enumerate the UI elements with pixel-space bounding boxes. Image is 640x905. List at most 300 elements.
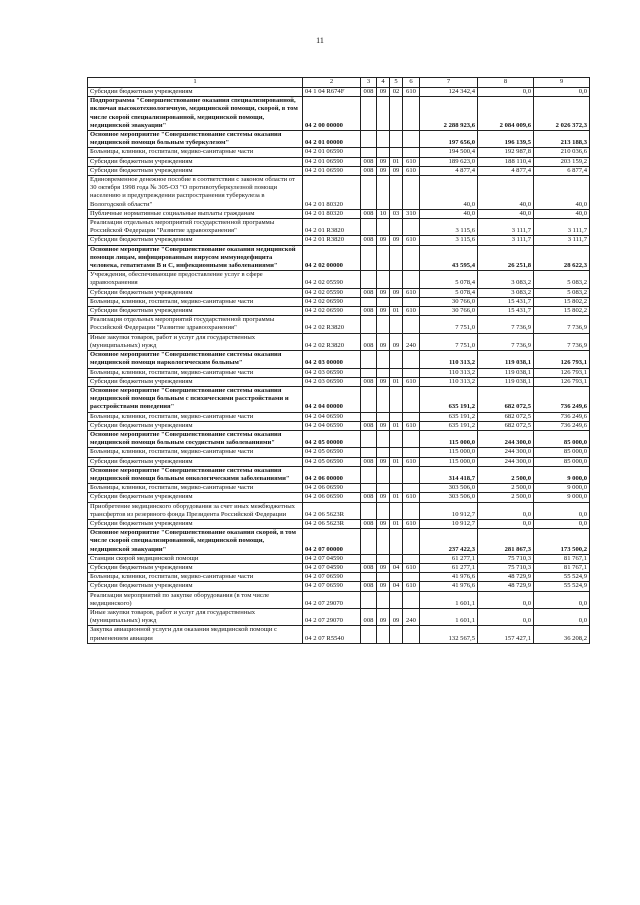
row-value-2020-cell: 2 084 009,6 — [478, 97, 534, 131]
row-rz-cell: 09 — [377, 519, 390, 528]
row-pr-cell — [390, 573, 403, 582]
row-code-cell: 04 2 06 06590 — [303, 493, 361, 502]
row-name-cell: Субсидии бюджетным учреждениям — [88, 88, 303, 97]
row-pr-cell — [390, 412, 403, 421]
row-value-2021-cell: 9 000,0 — [534, 484, 590, 493]
row-rz-cell: 09 — [377, 157, 390, 166]
budget-table — [87, 77, 590, 644]
row-name-cell: Больницы, клиники, госпитали, медико-санитарные части — [88, 148, 303, 157]
row-value-2019-cell: 41 976,6 — [420, 573, 478, 582]
row-vr-cell — [403, 351, 420, 368]
row-name-cell: Основное мероприятие "Совершенствование оказания скорой, в том числе скорой специализированной, медицинской помощи, медицинской эвакуации" — [88, 529, 303, 555]
header-cell: 1 — [88, 78, 303, 88]
row-value-2020-cell: 0,0 — [478, 591, 534, 608]
row-ved-cell: 008 — [361, 421, 377, 430]
row-value-2020-cell: 196 139,5 — [478, 131, 534, 148]
row-value-2020-cell: 0,0 — [478, 608, 534, 625]
row-ved-cell — [361, 271, 377, 288]
row-vr-cell: 610 — [403, 493, 420, 502]
row-rz-cell: 09 — [377, 333, 390, 350]
row-code-cell: 04 2 02 R3820 — [303, 316, 361, 333]
row-value-2020-cell: 682 072,5 — [478, 386, 534, 412]
row-name-cell: Субсидии бюджетным учреждениям — [88, 563, 303, 572]
header-cell: 8 — [478, 78, 534, 88]
row-code-cell: 04 2 02 R3820 — [303, 333, 361, 350]
row-value-2019-cell: 115 000,0 — [420, 430, 478, 447]
row-value-2021-cell: 7 736,9 — [534, 316, 590, 333]
row-vr-cell — [403, 176, 420, 210]
row-code-cell: 04 2 05 06590 — [303, 457, 361, 466]
row-value-2021-cell: 126 793,1 — [534, 351, 590, 368]
row-code-cell: 04 2 07 06590 — [303, 573, 361, 582]
row-value-2021-cell: 3 111,7 — [534, 236, 590, 245]
row-pr-cell — [390, 219, 403, 236]
row-ved-cell: 008 — [361, 236, 377, 245]
row-vr-cell — [403, 573, 420, 582]
page-number: 11 — [316, 36, 324, 45]
table-row — [88, 351, 590, 368]
row-pr-cell: 04 — [390, 582, 403, 591]
row-ved-cell: 008 — [361, 377, 377, 386]
row-name-cell: Подпрограмма "Совершенствование оказания специализированной, включая высокотехнологичную, медицинской помощи, скорой, в том числе скорой специализированной, медицинской помощи, медицинской эвакуации" — [88, 97, 303, 131]
row-value-2019-cell: 110 313,2 — [420, 368, 478, 377]
row-code-cell: 04 2 01 80320 — [303, 176, 361, 210]
table-row — [88, 176, 590, 210]
row-ved-cell — [361, 412, 377, 421]
table-row — [88, 457, 590, 466]
row-value-2019-cell: 303 506,0 — [420, 493, 478, 502]
row-vr-cell — [403, 316, 420, 333]
row-ved-cell — [361, 176, 377, 210]
row-rz-cell — [377, 502, 390, 519]
row-value-2019-cell: 314 418,7 — [420, 466, 478, 483]
row-pr-cell: 01 — [390, 377, 403, 386]
row-value-2021-cell: 5 083,2 — [534, 288, 590, 297]
row-value-2021-cell: 0,0 — [534, 519, 590, 528]
table-row — [88, 245, 590, 271]
row-code-cell: 04 2 01 06590 — [303, 157, 361, 166]
row-pr-cell — [390, 368, 403, 377]
row-pr-cell: 09 — [390, 608, 403, 625]
row-code-cell: 04 2 01 06590 — [303, 148, 361, 157]
row-pr-cell: 01 — [390, 421, 403, 430]
row-value-2019-cell: 124 342,4 — [420, 88, 478, 97]
row-value-2021-cell: 6 877,4 — [534, 166, 590, 175]
row-value-2019-cell: 1 601,1 — [420, 608, 478, 625]
row-code-cell: 04 2 02 05590 — [303, 271, 361, 288]
row-code-cell: 04 2 01 06590 — [303, 166, 361, 175]
table-row — [88, 97, 590, 131]
row-pr-cell — [390, 430, 403, 447]
row-value-2019-cell: 41 976,6 — [420, 582, 478, 591]
row-pr-cell — [390, 529, 403, 555]
row-value-2019-cell: 303 506,0 — [420, 484, 478, 493]
row-pr-cell — [390, 176, 403, 210]
row-rz-cell: 10 — [377, 209, 390, 218]
row-value-2020-cell: 2 500,0 — [478, 484, 534, 493]
row-ved-cell: 008 — [361, 88, 377, 97]
row-pr-cell: 03 — [390, 209, 403, 218]
row-ved-cell — [361, 484, 377, 493]
table-row — [88, 466, 590, 483]
row-pr-cell: 09 — [390, 166, 403, 175]
row-rz-cell: 09 — [377, 582, 390, 591]
row-vr-cell — [403, 297, 420, 306]
row-vr-cell — [403, 484, 420, 493]
row-vr-cell: 240 — [403, 608, 420, 625]
header-cell: 5 — [390, 78, 403, 88]
table-row — [88, 608, 590, 625]
row-value-2021-cell: 85 000,0 — [534, 448, 590, 457]
row-name-cell: Субсидии бюджетным учреждениям — [88, 288, 303, 297]
row-rz-cell — [377, 245, 390, 271]
row-rz-cell — [377, 219, 390, 236]
row-value-2021-cell: 3 111,7 — [534, 219, 590, 236]
row-rz-cell — [377, 271, 390, 288]
row-vr-cell — [403, 271, 420, 288]
row-ved-cell — [361, 316, 377, 333]
row-ved-cell — [361, 131, 377, 148]
row-value-2020-cell: 4 877,4 — [478, 166, 534, 175]
row-value-2021-cell: 7 736,9 — [534, 333, 590, 350]
row-name-cell: Субсидии бюджетным учреждениям — [88, 493, 303, 502]
row-ved-cell — [361, 573, 377, 582]
row-value-2020-cell: 244 300,0 — [478, 430, 534, 447]
row-pr-cell: 09 — [390, 236, 403, 245]
row-rz-cell — [377, 573, 390, 582]
row-value-2019-cell: 5 078,4 — [420, 271, 478, 288]
row-value-2021-cell: 5 083,2 — [534, 271, 590, 288]
row-code-cell: 04 2 03 06590 — [303, 368, 361, 377]
row-ved-cell: 008 — [361, 209, 377, 218]
row-ved-cell: 008 — [361, 307, 377, 316]
row-name-cell: Больницы, клиники, госпитали, медико-санитарные части — [88, 412, 303, 421]
row-value-2020-cell: 15 431,7 — [478, 307, 534, 316]
row-value-2021-cell: 126 793,1 — [534, 377, 590, 386]
row-rz-cell — [377, 591, 390, 608]
row-name-cell: Единовременное денежное пособие в соответствии с законом области от 30 октября 1998 года № 305-ОЗ "О противотуберкулезной помощи населению и предупреждении распространения туберкулеза в Вологодской области" — [88, 176, 303, 210]
row-vr-cell — [403, 502, 420, 519]
row-value-2019-cell: 189 623,0 — [420, 157, 478, 166]
row-value-2019-cell: 635 191,2 — [420, 421, 478, 430]
row-value-2020-cell: 0,0 — [478, 88, 534, 97]
row-rz-cell — [377, 448, 390, 457]
row-value-2021-cell: 0,0 — [534, 502, 590, 519]
row-rz-cell: 09 — [377, 307, 390, 316]
row-value-2019-cell: 237 422,3 — [420, 529, 478, 555]
row-name-cell: Основное мероприятие "Совершенствование системы оказания медицинской помощи наркологическим больным" — [88, 351, 303, 368]
row-name-cell: Основное мероприятие "Совершенствование оказания медицинской помощи лицам, инфицированным вирусом иммунодефицита человека, гепатитами В и С, инфекционными заболеваниями" — [88, 245, 303, 271]
row-rz-cell — [377, 176, 390, 210]
row-name-cell: Реализация отдельных мероприятий государственной программы Российской Федерации "Развитие здравоохранения" — [88, 219, 303, 236]
row-value-2021-cell: 28 622,3 — [534, 245, 590, 271]
row-value-2019-cell: 61 277,1 — [420, 563, 478, 572]
row-vr-cell: 610 — [403, 582, 420, 591]
row-value-2019-cell: 7 751,0 — [420, 316, 478, 333]
row-value-2020-cell: 3 111,7 — [478, 219, 534, 236]
row-value-2019-cell: 132 567,5 — [420, 626, 478, 643]
row-rz-cell — [377, 351, 390, 368]
row-code-cell: 04 2 07 00000 — [303, 529, 361, 555]
row-name-cell: Станции скорой медицинской помощи — [88, 554, 303, 563]
row-value-2019-cell: 4 877,4 — [420, 166, 478, 175]
row-rz-cell — [377, 97, 390, 131]
table-row — [88, 148, 590, 157]
row-vr-cell — [403, 148, 420, 157]
row-vr-cell: 610 — [403, 236, 420, 245]
row-code-cell: 04 2 01 R3820 — [303, 236, 361, 245]
row-vr-cell: 610 — [403, 421, 420, 430]
row-value-2020-cell: 40,0 — [478, 176, 534, 210]
row-vr-cell: 610 — [403, 288, 420, 297]
row-code-cell: 04 2 07 R5540 — [303, 626, 361, 643]
row-value-2019-cell: 40,0 — [420, 209, 478, 218]
row-rz-cell — [377, 626, 390, 643]
row-name-cell: Реализация отдельных мероприятий государственной программы Российской Федерации "Развитие здравоохранения" — [88, 316, 303, 333]
row-ved-cell — [361, 351, 377, 368]
row-value-2020-cell: 7 736,9 — [478, 333, 534, 350]
row-rz-cell — [377, 148, 390, 157]
row-vr-cell — [403, 97, 420, 131]
row-value-2019-cell: 61 277,1 — [420, 554, 478, 563]
row-value-2021-cell: 736 249,6 — [534, 412, 590, 421]
row-rz-cell: 09 — [377, 457, 390, 466]
row-value-2019-cell: 3 115,6 — [420, 219, 478, 236]
row-name-cell: Публичные нормативные социальные выплаты гражданам — [88, 209, 303, 218]
row-ved-cell: 008 — [361, 563, 377, 572]
row-code-cell: 04 2 04 00000 — [303, 386, 361, 412]
row-value-2021-cell: 81 767,1 — [534, 554, 590, 563]
row-pr-cell — [390, 131, 403, 148]
row-vr-cell — [403, 386, 420, 412]
table-row — [88, 288, 590, 297]
row-value-2019-cell: 43 595,4 — [420, 245, 478, 271]
row-rz-cell — [377, 386, 390, 412]
row-name-cell: Больницы, клиники, госпитали, медико-санитарные части — [88, 573, 303, 582]
row-value-2020-cell: 157 427,1 — [478, 626, 534, 643]
row-vr-cell: 240 — [403, 333, 420, 350]
table-row — [88, 484, 590, 493]
row-value-2020-cell: 26 251,8 — [478, 245, 534, 271]
row-rz-cell — [377, 554, 390, 563]
row-code-cell: 04 2 07 04590 — [303, 563, 361, 572]
table-row — [88, 297, 590, 306]
table-row — [88, 493, 590, 502]
row-pr-cell — [390, 386, 403, 412]
row-value-2021-cell: 15 802,2 — [534, 307, 590, 316]
row-ved-cell — [361, 368, 377, 377]
row-value-2021-cell: 203 159,2 — [534, 157, 590, 166]
row-value-2019-cell: 10 912,7 — [420, 502, 478, 519]
row-vr-cell — [403, 591, 420, 608]
header-cell: 2 — [303, 78, 361, 88]
row-ved-cell — [361, 554, 377, 563]
row-pr-cell — [390, 626, 403, 643]
table-row — [88, 316, 590, 333]
row-vr-cell — [403, 529, 420, 555]
row-value-2021-cell: 213 188,3 — [534, 131, 590, 148]
table-row — [88, 563, 590, 572]
row-value-2020-cell: 244 300,0 — [478, 457, 534, 466]
row-name-cell: Больницы, клиники, госпитали, медико-санитарные части — [88, 297, 303, 306]
row-ved-cell — [361, 219, 377, 236]
table-row — [88, 519, 590, 528]
row-name-cell: Субсидии бюджетным учреждениям — [88, 457, 303, 466]
row-name-cell: Приобретение медицинского оборудования за счет иных межбюджетных трансфертов из резервного фонда Президента Российской Федерации — [88, 502, 303, 519]
table-row — [88, 88, 590, 97]
row-vr-cell — [403, 626, 420, 643]
row-value-2020-cell: 244 300,0 — [478, 448, 534, 457]
row-code-cell: 04 2 02 06590 — [303, 307, 361, 316]
row-rz-cell: 09 — [377, 88, 390, 97]
row-value-2020-cell: 188 110,4 — [478, 157, 534, 166]
row-ved-cell: 008 — [361, 493, 377, 502]
row-rz-cell: 09 — [377, 493, 390, 502]
row-value-2020-cell: 2 500,0 — [478, 466, 534, 483]
row-value-2020-cell: 15 431,7 — [478, 297, 534, 306]
row-rz-cell — [377, 368, 390, 377]
row-name-cell: Учреждения, обеспечивающие предоставление услуг в сфере здравоохранения — [88, 271, 303, 288]
row-ved-cell — [361, 466, 377, 483]
row-vr-cell: 610 — [403, 377, 420, 386]
row-value-2019-cell: 635 191,2 — [420, 386, 478, 412]
row-value-2020-cell: 75 710,3 — [478, 554, 534, 563]
row-ved-cell — [361, 297, 377, 306]
row-name-cell: Основное мероприятие "Совершенствование системы оказания медицинской помощи больным онкологическими заболеваниями" — [88, 466, 303, 483]
row-value-2021-cell: 40,0 — [534, 176, 590, 210]
row-name-cell: Субсидии бюджетным учреждениям — [88, 307, 303, 316]
table-row — [88, 573, 590, 582]
row-code-cell: 04 2 03 00000 — [303, 351, 361, 368]
row-value-2019-cell: 115 000,0 — [420, 448, 478, 457]
row-ved-cell: 008 — [361, 333, 377, 350]
row-ved-cell: 008 — [361, 457, 377, 466]
row-value-2019-cell: 110 313,2 — [420, 377, 478, 386]
row-code-cell: 04 2 04 06590 — [303, 412, 361, 421]
row-name-cell: Основное мероприятие "Совершенствование системы оказания медицинской помощи больным туберкулезом" — [88, 131, 303, 148]
row-pr-cell: 01 — [390, 519, 403, 528]
row-code-cell: 04 2 07 06590 — [303, 582, 361, 591]
row-pr-cell: 01 — [390, 157, 403, 166]
table-row — [88, 333, 590, 350]
row-value-2020-cell: 119 038,1 — [478, 368, 534, 377]
row-vr-cell: 610 — [403, 563, 420, 572]
row-vr-cell — [403, 131, 420, 148]
row-pr-cell: 09 — [390, 333, 403, 350]
table-row — [88, 502, 590, 519]
row-pr-cell — [390, 297, 403, 306]
row-value-2020-cell: 3 111,7 — [478, 236, 534, 245]
row-rz-cell: 09 — [377, 563, 390, 572]
row-value-2021-cell: 0,0 — [534, 591, 590, 608]
row-name-cell: Субсидии бюджетным учреждениям — [88, 519, 303, 528]
row-value-2021-cell: 0,0 — [534, 88, 590, 97]
row-rz-cell: 09 — [377, 166, 390, 175]
row-value-2020-cell: 119 038,1 — [478, 377, 534, 386]
header-cell: 9 — [534, 78, 590, 88]
table-row — [88, 271, 590, 288]
row-vr-cell — [403, 219, 420, 236]
row-code-cell: 04 2 01 00000 — [303, 131, 361, 148]
row-code-cell: 04 2 01 R3820 — [303, 219, 361, 236]
row-code-cell: 04 1 04 R674F — [303, 88, 361, 97]
row-ved-cell — [361, 97, 377, 131]
row-rz-cell — [377, 297, 390, 306]
row-code-cell: 04 2 06 06590 — [303, 484, 361, 493]
row-ved-cell: 008 — [361, 608, 377, 625]
row-value-2020-cell: 281 867,3 — [478, 529, 534, 555]
row-rz-cell: 09 — [377, 377, 390, 386]
row-name-cell: Субсидии бюджетным учреждениям — [88, 377, 303, 386]
row-value-2021-cell: 173 500,2 — [534, 529, 590, 555]
row-ved-cell: 008 — [361, 519, 377, 528]
row-rz-cell — [377, 466, 390, 483]
row-value-2019-cell: 3 115,6 — [420, 236, 478, 245]
row-value-2020-cell: 2 500,0 — [478, 493, 534, 502]
row-value-2020-cell: 0,0 — [478, 519, 534, 528]
row-rz-cell — [377, 412, 390, 421]
row-value-2020-cell: 682 072,5 — [478, 421, 534, 430]
row-name-cell: Субсидии бюджетным учреждениям — [88, 582, 303, 591]
row-pr-cell — [390, 448, 403, 457]
row-code-cell: 04 2 06 00000 — [303, 466, 361, 483]
row-code-cell: 04 2 07 04590 — [303, 554, 361, 563]
row-name-cell: Больницы, клиники, госпитали, медико-санитарные части — [88, 368, 303, 377]
row-value-2020-cell: 75 710,3 — [478, 563, 534, 572]
row-pr-cell — [390, 466, 403, 483]
header-cell: 4 — [377, 78, 390, 88]
row-pr-cell — [390, 351, 403, 368]
row-ved-cell — [361, 386, 377, 412]
table-row — [88, 448, 590, 457]
row-pr-cell — [390, 97, 403, 131]
table-row — [88, 412, 590, 421]
row-value-2020-cell: 3 083,2 — [478, 271, 534, 288]
row-vr-cell — [403, 412, 420, 421]
row-value-2020-cell: 192 987,8 — [478, 148, 534, 157]
row-value-2021-cell: 2 026 372,3 — [534, 97, 590, 131]
row-vr-cell: 610 — [403, 519, 420, 528]
table-row — [88, 131, 590, 148]
row-code-cell: 04 2 02 00000 — [303, 245, 361, 271]
row-ved-cell — [361, 448, 377, 457]
row-ved-cell — [361, 502, 377, 519]
row-rz-cell — [377, 529, 390, 555]
row-name-cell: Закупка авиационной услуги для оказания медицинской помощи с применением авиации — [88, 626, 303, 643]
row-code-cell: 04 2 01 80320 — [303, 209, 361, 218]
row-pr-cell: 09 — [390, 288, 403, 297]
row-code-cell: 04 2 02 05590 — [303, 288, 361, 297]
row-value-2021-cell: 0,0 — [534, 608, 590, 625]
table-row — [88, 591, 590, 608]
row-value-2019-cell: 30 766,0 — [420, 307, 478, 316]
table-row — [88, 219, 590, 236]
row-value-2019-cell: 5 078,4 — [420, 288, 478, 297]
row-value-2019-cell: 30 766,0 — [420, 297, 478, 306]
row-name-cell: Иные закупки товаров, работ и услуг для государственных (муниципальных) нужд — [88, 333, 303, 350]
table-row — [88, 377, 590, 386]
row-ved-cell: 008 — [361, 166, 377, 175]
row-code-cell: 04 2 06 5623R — [303, 519, 361, 528]
table-row — [88, 626, 590, 643]
row-code-cell: 04 2 06 5623R — [303, 502, 361, 519]
row-rz-cell — [377, 484, 390, 493]
row-code-cell: 04 2 03 06590 — [303, 377, 361, 386]
row-value-2021-cell: 55 524,9 — [534, 573, 590, 582]
table-header-row — [88, 78, 590, 88]
row-rz-cell — [377, 131, 390, 148]
row-rz-cell: 09 — [377, 608, 390, 625]
